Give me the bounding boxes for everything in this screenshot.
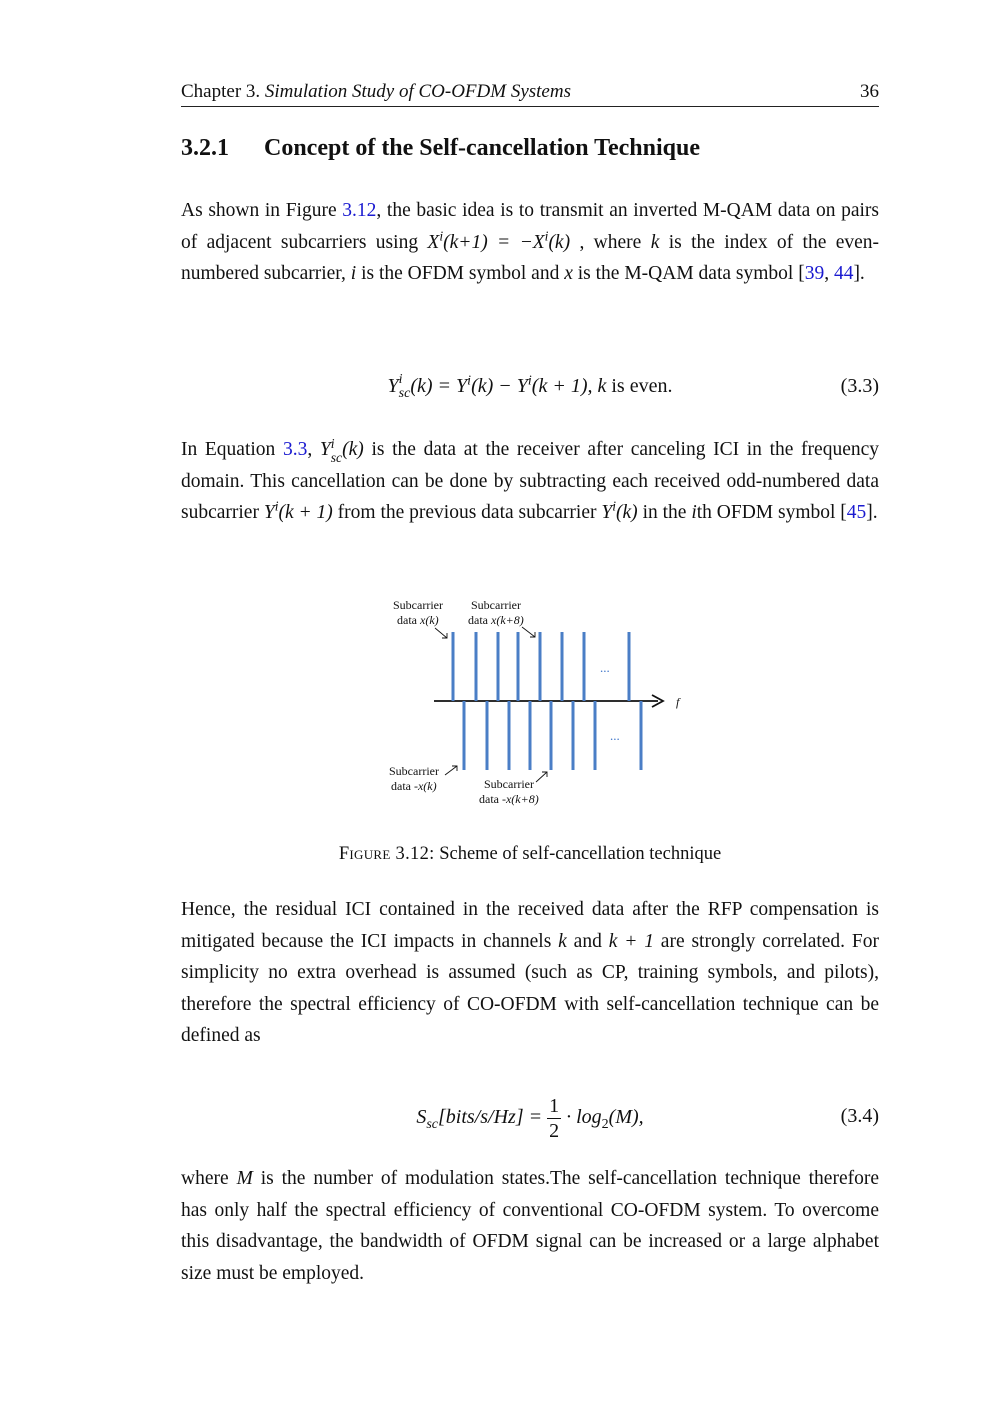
paragraph-2: In Equation 3.3, Y i sc (k) is the data at the receiver after canceling ICI in the frequency domain. This cancellation can be done by subtracting each received odd-numbered data subcarrier $Y^i(k + 1)$ from the previous data subcarrier $Y^i(k)$ in the ith OFDM symbol [45]. <box>181 435 880 523</box>
self-cancellation-diagram <box>380 590 700 815</box>
caption-text: Scheme of self-cancellation technique <box>434 844 722 864</box>
equation-3-3-body: Y i sc $(k) = Y^i(k) - Y^i(k + 1)$, k is even. <box>387 372 673 402</box>
equation-3-4-number: (3.4) <box>840 1105 879 1127</box>
subcarrier-bar-negative-4 <box>529 701 532 770</box>
page-number: 36 <box>860 81 879 102</box>
label-top-right-line1: Subcarrier <box>471 598 521 612</box>
subcarrier-bar-positive-6 <box>561 632 564 701</box>
axis-label-f: f <box>676 695 680 709</box>
equation-3-4 <box>181 1095 879 1142</box>
section-number: 3.2.1 <box>181 135 229 161</box>
subcarrier-bar-negative-3 <box>508 701 511 770</box>
subcarrier-bar-positive-2 <box>475 632 478 701</box>
label-bottom-left-line1: Subcarrier <box>389 764 439 778</box>
ref-equation-3-3[interactable]: 3.3 <box>282 439 308 460</box>
subcarrier-bar-positive-4 <box>517 632 520 701</box>
paragraph-3: Hence, the residual ICI contained in the received data after the RFP compensation is mitigated because the ICI impacts in channels k and k + 1 are strongly correlated. For simplicity no extra overhead is assumed (such as CP, training symbols, and pilots), therefore the spectral efficiency of CO-OFDM with self-cancellation technique can be defined as <box>181 899 879 1046</box>
paragraph-4: where M is the number of modulation states.The self-cancellation technique therefore has only half the spectral efficiency of conventional CO-OFDM system. To overcome this disadvantage, the bandwidth of OFDM signal can be increased or a large alphabet size must be employed. <box>181 1168 879 1284</box>
equation-3-3-number: (3.3) <box>840 375 879 397</box>
running-header <box>181 80 879 107</box>
label-bottom-left-line2: data -x(k) <box>391 779 437 793</box>
subcarrier-bar-positive-7 <box>583 632 586 701</box>
subcarrier-bar-negative-6 <box>572 701 575 770</box>
paragraph-1: As shown in Figure 3.12, the basic idea is to transmit an inverted M-QAM data on pairs of adjacent subcarriers using $X^i(k+1) = -X^i(k)$ , where k is the index of the even-numbered subcarrier, i is the OFDM symbol and x is the M-QAM data symbol [39, 44]. <box>181 200 880 284</box>
pointer-top-left <box>435 628 447 638</box>
lower-ellipsis: ... <box>610 728 620 743</box>
label-top-left-line1: Subcarrier <box>393 598 443 612</box>
pointer-bottom-right <box>536 772 547 782</box>
ref-figure-3-12[interactable]: 3.12 <box>342 200 377 221</box>
subcarrier-bar-negative-1 <box>463 701 466 770</box>
subcarrier-bar-positive-5 <box>539 632 542 701</box>
subcarrier-bar-positive-8 <box>628 632 631 701</box>
label-bottom-right-line2: data -x(k+8) <box>479 792 539 806</box>
header-chapter-title: Simulation Study of CO-OFDM Systems <box>264 81 571 102</box>
header-chapter: Chapter 3. Simulation Study of CO-OFDM Systems <box>181 81 571 102</box>
subcarrier-bar-negative-7 <box>594 701 597 770</box>
figure-3-12 <box>380 590 700 815</box>
section-title: Concept of the Self-cancellation Technique <box>264 135 700 161</box>
label-bottom-right-line1: Subcarrier <box>484 777 534 791</box>
citation-45[interactable]: 45 <box>846 502 867 523</box>
citation-39[interactable]: 39 <box>804 263 825 284</box>
citation-44[interactable]: 44 <box>833 263 854 284</box>
upper-ellipsis: ... <box>600 660 610 675</box>
figure-caption <box>181 842 879 866</box>
subcarrier-bar-negative-5 <box>550 701 553 770</box>
fraction-one-half: $\frac{1}{2}$ <box>549 1095 560 1142</box>
subcarrier-bar-negative-2 <box>486 701 489 770</box>
pointer-top-right <box>522 627 535 637</box>
equation-3-3 <box>181 366 879 406</box>
equation-3-4-body: $S_{sc}[bits/s/Hz]$ = $\frac{1}{2}$ · $\log_2(M)$, <box>416 1095 644 1142</box>
label-top-right-line2: data x(k+8) <box>468 613 524 627</box>
subcarrier-bar-negative-8 <box>640 701 643 770</box>
pointer-bottom-left <box>445 766 457 775</box>
subcarrier-bar-positive-1 <box>452 632 455 701</box>
caption-label: Figure 3.12: <box>338 844 435 864</box>
label-top-left-line2: data x(k) <box>397 613 439 627</box>
subcarrier-bar-positive-3 <box>497 632 500 701</box>
section-heading <box>181 133 700 163</box>
